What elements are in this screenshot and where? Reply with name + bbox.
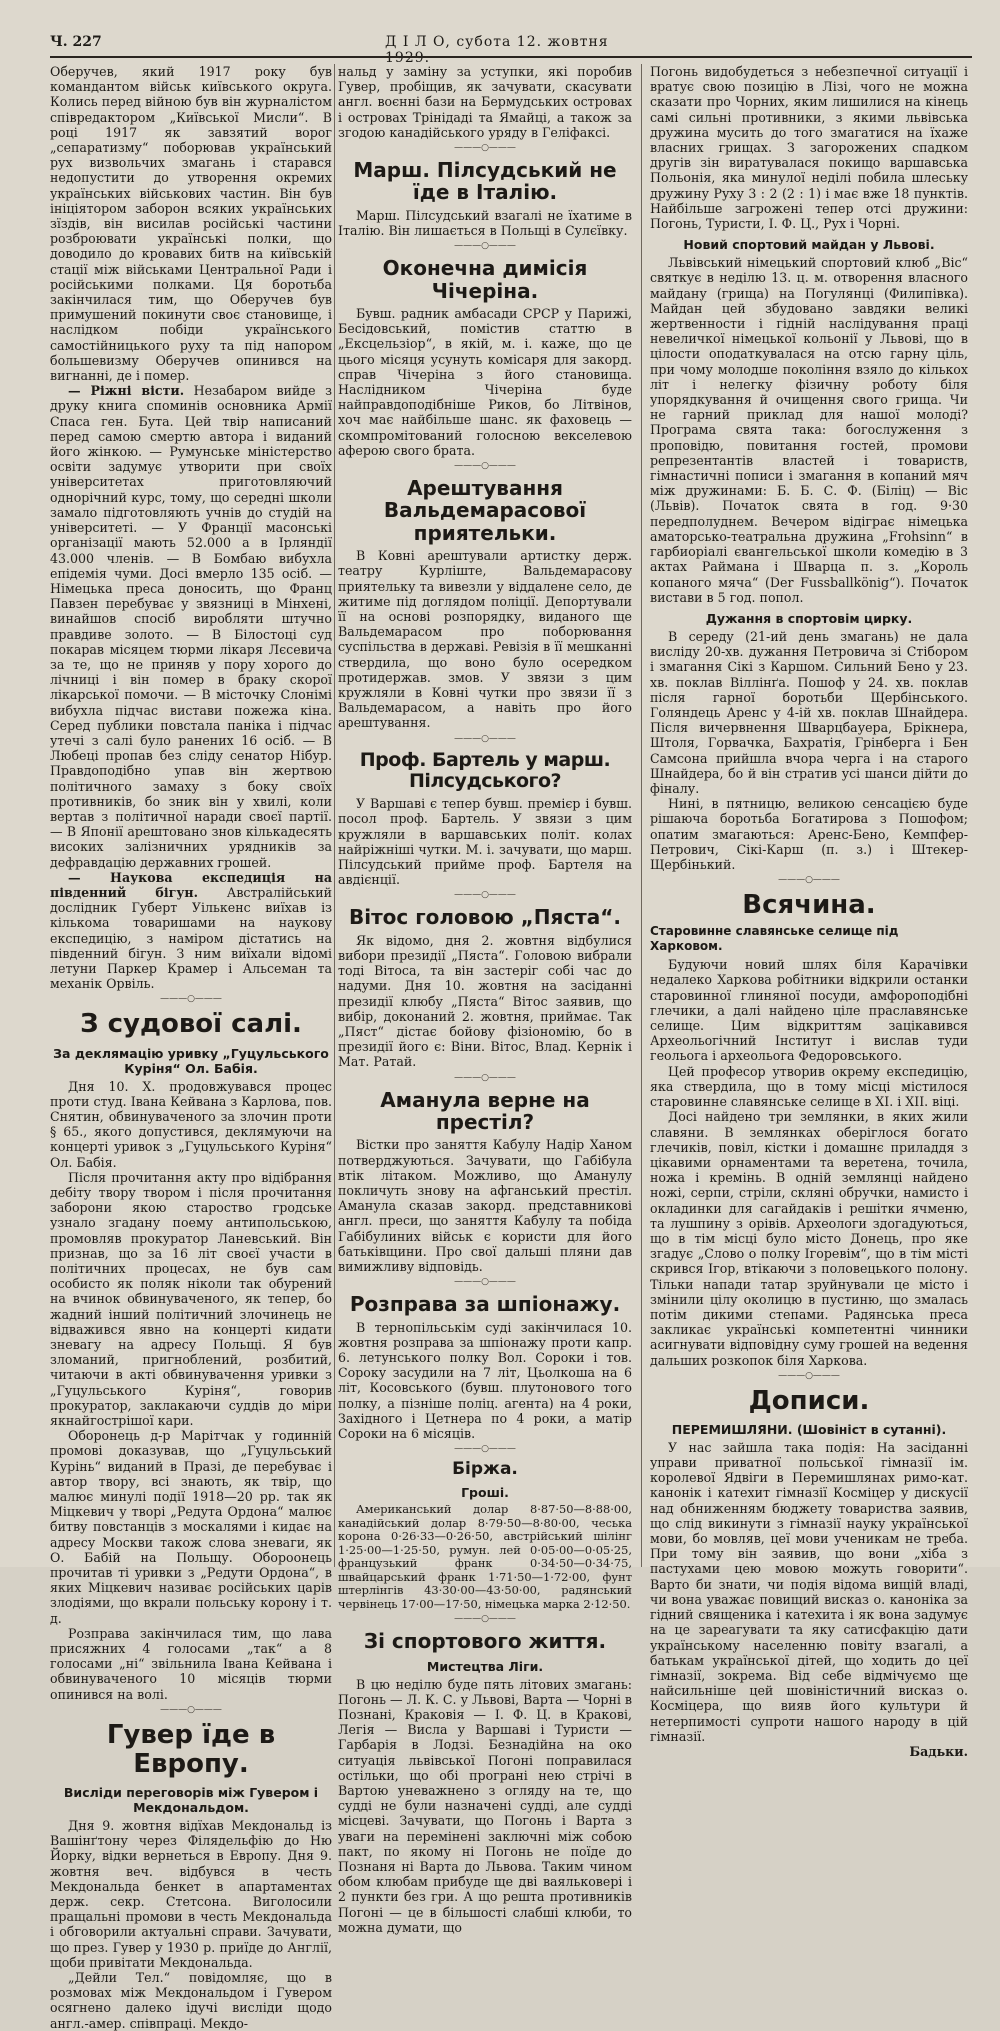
paragraph: Нині, в пятницю, великою сенсацією буде рішаюча боротьба Богатирова з Пошофом; опатим змагаються: Аренс-Бено, Кемпфер-Петрович, Сікі-Карш (п. з.) і Штекер-Щербінький.	[650, 796, 968, 872]
news-item-lead: — Наукова експедиція на південний бігун.	[50, 869, 332, 900]
headline-sport: Зі спортового життя.	[363, 1629, 607, 1654]
separator	[338, 461, 632, 471]
headline-exchange: Біржа.	[452, 1459, 518, 1480]
article-continuation: Погонь видобудеться з небезпечної ситуації і вратує свою позицію в Лізі, чого не можна сказати про Чорних, яким лишилися на кінець самі сильні противники, з якими львівська дружина мусить до того змагатися на їхаже власних грищах. З загорожених спадком другів зін виратувалася покищо варшавська Польонія, яка минулої неділі побила шлеську дружину Руху 3 : 2 (2 : 1) і має вже 18 пунктів. Найбільше загрожені тепер отсі дружини: Погонь, Туристи, І. Ф. Ц., Рух і Чорні.	[650, 64, 968, 232]
headline-amanullah: Аманула верне на престіл?	[380, 1087, 590, 1134]
headline-sport-field: Новий спортовий майдан у Львові.	[683, 237, 935, 253]
headline-pilsudski: Марш. Пілсудський не їде в Італію.	[353, 158, 617, 205]
separator	[50, 1705, 332, 1715]
paragraph: Львівський німецький спортовий клюб „Віс“ святкує в неділю 13. ц. м. отворення власного майдану (грища) на Погулянці (Филипівка). Майдан цей збудовано завдяки великі жертвенности і гідній наслідування праці невеличкої німецької кольонії у Львові, що в цілости оподаткувалася на отсю гарну ціль, при чому молодше покоління взяло до кількох літ і нелегку фізичну роботу біля упорядкування й очищення свого грища. Чи не гарний приклад для нашої молоді? Програма свята така: богослуження з проповідю, повитання гостей, промови репрезентантів властей і товариств, гімнастичні пописи і змагання в копаний мяч між дружинами: Б. Б. С. Ф. (Біліц) — Віс (Львів). Початок свята в год. 9·30 передполуднем. Вечером відіграє німецька аматорсько-театральна дружина „Frohsinn“ в гарбиоріалі євангельської школи комедію в 3 актах Раймана і Шварца п. з. „Король копаного мяча“ (Der Fussballkönig“). Початок вистави в 5 год. попол.	[650, 255, 968, 605]
column-1	[50, 64, 332, 2031]
headline-letters: Дописи.	[748, 1385, 870, 1416]
separator	[338, 1444, 632, 1454]
paragraph: Бувш. радник амбасади СРСР у Парижі, Бесідовський, помістив статтю в „Ексцельзіор“, в якій, м. і. каже, що це цього місяця усунуть комісаря для закорд. справ Чічеріна з його становища. Наслідником Чічеріна буде найправдоподібніше Риков, бо Літвінов, хоч має найбільше шанс. як фаховець — скомпромітований голосною векселевою аферою свого брата.	[338, 305, 632, 458]
paragraph: В тернопільськім суді закінчилася 10. жовтня розправа за шпіонажу проти капр. 6. летунського полку Вол. Сороки і тов. Сороку засудили на 7 літ, Цьолкоша на 6 літ, Косовського (бувш. плутонового того полку, а пізніше поліц. агента) на 4 роки, Західного і Цетнера по 4 роки, а матір Сороки на 6 місяців.	[338, 1319, 632, 1442]
subheadline-court: За деклямацію уривку „Гуцульського Куріня“ Ол. Бабія.	[53, 1045, 329, 1076]
paragraph: Дня 9. жовтня відїхав Мекдональд із Вашінґтону через Філядельфію до Ню Йорку, відки вернеться в Европу. Дня 9. жовтня веч. відбувся в честь Мекдональда бенкет в апартаментах держ. секр. Стетсона. Виголосили пращальні промови в честь Мекдональда і обговорили актуальні справи. Зачувати, що през. Гувер у 1930 р. приїде до Англії, щоби привітати Мекдональда.	[50, 1818, 332, 1970]
page-number: Ч. 227	[50, 34, 102, 50]
column-divider	[334, 64, 335, 1567]
separator	[338, 734, 632, 744]
column-divider	[641, 64, 642, 1567]
paragraph: У Варшаві є тепер бувш. премієр і бувш. посол проф. Бартель. У звязи з цим кружляли в варшавських політ. колах найріжніші чутки. М. і. зачувати, що марш. Пілсудський прийме проф. Бартеля на авдієнції.	[338, 796, 632, 888]
headline-valdemaras: Арештування Вальдемарасової приятельки.	[383, 476, 587, 545]
headline-bartel: Проф. Бартель у марш. Пілсудського?	[359, 748, 611, 792]
article-continuation: Оберучев, який 1917 року був командантом військ київського округа. Колись перед війною був він журналістом співредактором „Київської Мисли“. В році 1917 як завзятий ворог „сепаратизму“ поборював український рух визвольчих змагань і старався недопустити до утворення окремих українських військових частин. Він був ініціятором заборон всяких українських зїздів, він висилав російські частини розброювати українські полки, що доводило до кровавих битв на київській стації між військами Центральної Ради і російськими полками. Ця боротьба закінчилася тим, що Оберучев був примушений покинути своє становище, і наслідком побіди українського самостійницького руху та під напором большевизму Оберучев опинився на вигнанні, де і помер.	[50, 64, 332, 384]
article-continuation: нальд у заміну за уступки, які поробив Гувер, пробіщив, як зачувати, скасувати англ. воєнні бази на Бермудських островах і островах Трінідаді та Ямайці, а також за згодою канадійського уряду в Геліфаксі.	[338, 64, 632, 140]
subheadline-sport: Мистецтва Ліги.	[426, 1658, 544, 1674]
headline-misc: Всячина.	[742, 890, 876, 921]
separator	[650, 1371, 968, 1381]
paragraph: В середу (21-ий день змагань) не дала висліду 20-хв. дужання Петровича зі Стібором і змагання Сікі з Каршом. Сильний Бено у 23. хв. поклав Віллінґа. Пошоф у 24. хв. поклав після гарної боротьби Щербінського. Голяндець Аренс у 4-ій хв. поклав Шнайдера. Після вичервнення Шварцбауера, Брікнера, Штоля, Горвачка, Бахратія, Грінберга і Бен Самсона прийшла вчора черга і на старого Шнайдера, бо й він стратив усі шанси дійти до фіналу.	[650, 628, 968, 796]
paragraph: Досі найдено три землянки, в яких жили славяни. В землянках оберіглося богато глечиків, повіл, кістки і домашнє приладдя з цікавими орнаментами та веретена, точила, ножа і кремінь. В одній землянці найдено ножі, серпи, стріли, скляні обручки, намисто і окладинки для сагайдаків і решітки ячменю, та лушпину з орівів. Археологи здогадуються, що в тім місці було місто Донець, про яке згадує „Слово о полку Ігоревім“, що в тім місті скрився Ігор, втікаючи з половецького полону. Тільки напади татар зруйнували це місто і змінили цілу околицю в пустиню, що змалась потім дикими степами. Радянська преса закликає українські компетентні чинники асигнувати відповідну суму грошей на ведення дальших розкопок біля Харкова.	[650, 1109, 968, 1368]
subheadline-hoover: Висліди переговорів між Гувером і Мекдональдом.	[63, 1785, 319, 1816]
paragraph: В цю неділю буде пять літових змагань: Погонь — Л. К. С. у Львові, Варта — Чорні в Познані, Краковія — І. Ф. Ц. в Кракові, Легія — Висла у Варшаві і Туристи — Гарбарія в Лодзі. Безнадійна на око ситуація львівської Погоні поправилася остільки, що обі програні нею стрічі в Вартою уневажнено з огляду на те, що судді не були назначені судді, але судді місцеві. Зачувати, що Погонь і Варта з уваги на перемінені заключні між собою пакт, по якому ні Погонь не поїде до Познаня ні Варта до Львова. Таким чином обом клюбам прибуде ще дві ваяльковері і 2 пункти без гри. А що решта противників Погоні — це в більшості слабші клюби, то можна думати, що	[338, 1676, 632, 1935]
paragraph: Оборонець д-р Марітчак у годинній промові доказував, що „Гуцульський Курінь“ виданий в Празі, де перебуває і автор твору, всі знають, як твір, що малює минулі події 1918—20 рр. так як Міцкевич у творі „Редута Ордона“ малює битву повстанців з москалями і кидає на адресу Москви також слова зневаги, як О. Бабій на Польщу. Обороонець прочитав ті уривки з „Редути Ордона“, в яких Міцкевич називає російських царів злодіями, що вкрали польську корону і т. д.	[50, 1428, 332, 1626]
separator	[50, 994, 332, 1004]
paragraph: Дня 10. Х. продовжувався процес проти студ. Івана Кейвана з Карлова, пов. Снятин, обвинуваченого за злочин проти § 65., якого допустився, деклямуючи на концерті уривок з „Гуцульського Куріня“ Ол. Бабія.	[50, 1078, 332, 1170]
news-item	[50, 870, 332, 992]
separator	[338, 1277, 632, 1287]
paragraph: У нас зайшла така подія: На засіданні управи приватної польської гімназії ім. королевої Ядвіги в Перемишлянах римо-кат. канонік і катехит гімназії Косміцер у дискусії над обниженням бюджету товариства заявив, що слід викинути з гімназії науку української мови, бо мовляв, цеї мови ученикам не треба. При тому він заявив, що вони „хіба з пастухами цею мовою можуть говорити“. Варто би знати, чи подія відома вищій владі, чи вона уважає повищий висказ о. каноніка за гідний священика і катехита і як вона задумує на це зареагувати та яку сатисфакцію дати українському населенню повіту взагалі, а батькам української дітей, що ходить до цеї гімназії, зокрема. Від себе відмічуємо ще найсильніше цей шовіністичний висказ о. Косміцера, що вияв його культури й нетерпимості супроти нашого народу в цій гімназії.	[650, 1439, 968, 1744]
paragraph: Будуючи новий шлях біля Карачівки недалеко Харкова робітники відкрили останки старовинної глиняної посуди, амфороподібні глечики, а далі найдено ціле праславянське селище. Цим відкриттям зацікавився Археольогічний Інститут і вислав туди геольога і археольога Федоровського.	[650, 957, 968, 1064]
separator	[650, 875, 968, 885]
headline-court: З судової салі.	[80, 1009, 302, 1040]
paragraph: Вістки про заняття Кабулу Надір Ханом потверджуються. Зачувати, що Габібула втік літаком. Можливо, що Аманулу покличуть знову на афганський престіл. Аманула сказав закорд. представникові англ. преси, що заняття Кабулу та побіда Габібулиних військ є користи для його батьківщини. Про свої дальші пляни дав вимижливу відповідь.	[338, 1137, 632, 1274]
headline-chicherin: Оконечна димісія Чічеріна.	[382, 256, 588, 303]
masthead	[50, 26, 620, 66]
exchange-rates: Американський долар 8·87·50—8·88·00, канадійський долар 8·79·50—8·80·00, чеська корона 0·26·33—0·26·50, австрійський шілінг 1·25·00—1·25·50, румун. лей 0·05·00—0·05·25, французький франк 0·34·50—0·34·75, швайцарський франк 1·71·50—1·72·00, фунт штерлінгів 43·30·00—43·50·00, радянський червінець 17·00—17·50, німецька марка 2·12·50.	[338, 1502, 632, 1611]
paragraph: Розправа закінчилася тим, що лава присяжних 4 голосами „так“ а 8 голосами „ні“ звільнила Івана Кейвана і обвинуваченого 10 місяців тюрми опинився на волі.	[50, 1625, 332, 1702]
paragraph: Як відомо, дня 2. жовтня відбулися вибори президії „Пяста“. Головою вибрали тоді Вітоса, та він застеріг собі час до надуми. Дня 10. жовтня на засіданні президії клюбу „Пяста“ Вітос заявив, що вибір, доконаний 2. жовтня, приймає. Так „Пяст“ дістає бойову фізіономію, бо в президії його є: Віни. Вітос, Влад. Кернік і Мат. Ратай.	[338, 932, 632, 1070]
news-item-text: Незабаром вийде з друку книга споминів основника Армії Спаса ген. Бута. Цей твір написаний перед самою смертю автора і виданий його жінкою. — Румунське міністерство освіти задумує утворити при своїх університетах приготовляючий однорічний курс, тому, що середні школи замало підготовляють учнів до студій на університеті. — У Франції масонські організації мають 52.000 а в Ірляндії 43.000 членів. — В Бомбаю вибухла епідемія чуми. Досі вмерло 135 осіб. — Німецька преса доносить, що Франц Павзен перебуває у звязниці в Мінхені, винайшов спосіб виробляти штучно правдиве золото. — В Білостоці суд покарав місяцем тюрми лікаря Лєсевича за те, що не приняв у пору хорого до лічниці і він помер в браку скорої лікарської помочи. — В місточку Слонімі вибухла підчас вистави пожежа кіна. Серед публики повстала паніка і підчас утечі з салі було ранених 16 осіб. — В Любеці пропав без сліду сенатор Нібур. Правдоподібно упав він жертвою політичного замаху з боку своїх противників, бо зник він у хвилі, коли вертав з політичної наради своєї партії. — В Японії арештовано знов кількадесять високих залізничних урядників за дефравдацію державних грошей.	[50, 383, 332, 870]
paragraph: Цей професор утворив окрему експедицію, яка ствердила, що в тому місці містилося старовинне славянське селище в XI. і XII. віці.	[650, 1063, 968, 1110]
headline-vitos: Вітос головою „Пяста“.	[348, 905, 622, 930]
column-2	[338, 64, 632, 1935]
paragraph: Після прочитання акту про відібрання дебіту твору твором і після прочитання заборони якою староство гродське узнало згадану поему антипольською, промовляв прокуратор Ланевський. Він признав, що за 16 літ своєї участи в політичних процесах, не був сам особисто як поляк ніколи так обурений на вчинок обвинуваченого, як тепер, бо жадний інший політичний злочинець не відважився явно на концерті кидати зневагу на адресу Польщі. Я був зломаний, пригноблений, розбитий, читаючи в акті обвинувачення уривки з „Гуцульського Куріня“, говорив прокуратор, заклакаючи суддів до міри якнайгострішої кари.	[50, 1169, 332, 1428]
paragraph: В Ковні арештували артистку держ. театру Курліште, Вальдемарасову приятельку та вивезли у віддалене село, де житиме під доглядом поліції. Депортували її на основі розпорядку, виданого ще Вальдемарасом про поборювання суспільства в державі. Ревізія в її мешканні ствердила, що воно було осередком протидержав. змов. У звязи з цим кружляли в Ковні чутки про звязи її з Вальдемарасом, а навіть про його арештування.	[338, 548, 632, 731]
separator	[338, 1614, 632, 1624]
subheadline-misc: Старовинне славянське селище під Харковом.	[650, 924, 899, 954]
signature: Бадьки.	[909, 1743, 968, 1759]
headline-hoover: Гувер їде в Европу.	[106, 1719, 276, 1779]
news-item	[50, 383, 332, 870]
masthead-title: Д І Л О, субота 12. жовтня 1929.	[385, 34, 609, 66]
paragraph: Марш. Пілсудський взагалі не їхатиме в Італію. Він лишається в Польщі в Сулєївку.	[338, 207, 632, 238]
subheadline-letters: ПЕРЕМИШЛЯНИ. (Шовініст в сутанні).	[671, 1421, 947, 1437]
headline-circus: Дужання в спортовім цирку.	[705, 610, 913, 626]
paragraph: „Дейли Тел.“ повідомляє, що в розмовах між Мекдональдом і Гувером осягнено далеко ідучі висліди щодо англ.-амер. співпраці. Мекдо-	[50, 1970, 332, 2031]
headline-espionage: Розправа за шпіонажу.	[349, 1292, 621, 1317]
column-3	[650, 64, 968, 1759]
header-rule	[50, 56, 972, 58]
separator	[338, 890, 632, 900]
separator	[338, 1073, 632, 1083]
news-item-lead: — Ріжні вісти.	[68, 383, 185, 399]
separator	[338, 241, 632, 251]
news-item-text: Австралійський дослідник Губерт Уількенс виїхав із кількома товаришами на наукову експедицію, з наміром дістатись на південний бігун. З ним виїхали відомі летуни Паркер Крамер і Альсеман та механік Орвіль.	[50, 884, 332, 992]
separator	[338, 143, 632, 153]
subheadline-exchange: Гроші.	[461, 1485, 509, 1501]
